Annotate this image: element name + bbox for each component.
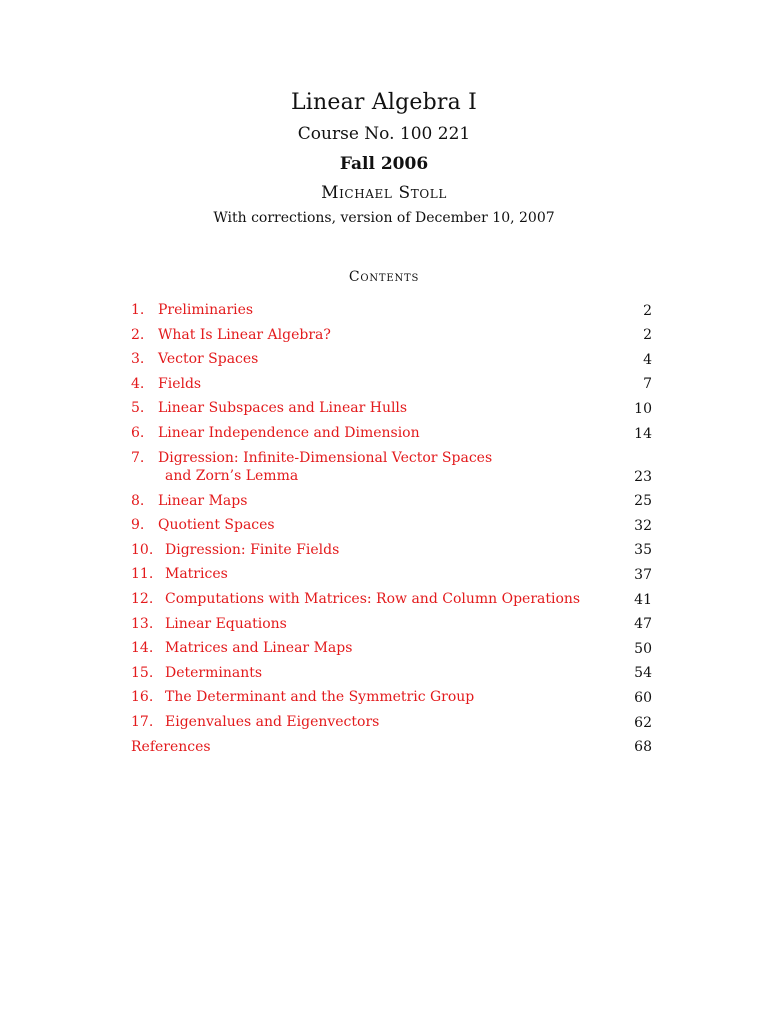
toc-entry-title: What Is Linear Algebra? xyxy=(158,326,331,343)
toc-entry-number: 13. xyxy=(131,615,154,632)
toc-entry xyxy=(131,397,652,422)
toc-entry xyxy=(131,299,652,324)
toc-entry xyxy=(131,563,652,588)
course-number: Course No. 100 221 xyxy=(297,124,471,144)
contents-heading: Contents xyxy=(348,269,420,285)
toc-entry-number: 5. xyxy=(131,400,145,417)
toc-entry xyxy=(131,373,652,398)
toc-entry-number: 7. xyxy=(131,449,145,466)
toc-entry-number: 3. xyxy=(131,351,145,368)
toc-entry-title: Linear Independence and Dimension xyxy=(158,424,420,441)
toc-entry-link[interactable] xyxy=(131,565,228,583)
toc-entry-number: 17. xyxy=(131,713,154,730)
toc-entry-page: 50 xyxy=(634,640,652,657)
toc-entry-page: 32 xyxy=(634,517,652,534)
toc-entry-link[interactable] xyxy=(131,615,287,633)
toc-entry-number: 4. xyxy=(131,375,145,392)
toc-entry-title: Quotient Spaces xyxy=(158,517,275,534)
toc-entry-number: 14. xyxy=(131,640,154,657)
toc-entry-title: Computations with Matrices: Row and Column Operations xyxy=(165,590,581,607)
toc-entry-title: Digression: Infinite-Dimensional Vector Spaces xyxy=(158,449,493,466)
toc-entry xyxy=(131,637,652,662)
toc-entry-title: Eigenvalues and Eigenvectors xyxy=(165,713,380,730)
toc-entry-page: 7 xyxy=(643,376,652,393)
toc-entry-page: 14 xyxy=(634,425,652,442)
toc-entry-page: 68 xyxy=(634,739,652,756)
toc-entry-number: 8. xyxy=(131,492,145,509)
toc-entry-title-continuation: and Zorn’s Lemma xyxy=(165,467,299,484)
course-term: Fall 2006 xyxy=(339,154,429,174)
toc-entry xyxy=(131,447,652,490)
toc-entry-link[interactable] xyxy=(131,713,379,731)
toc-entry-page: 10 xyxy=(634,400,652,417)
toc-entry-page: 4 xyxy=(643,351,652,368)
toc-entry-link[interactable] xyxy=(131,516,275,534)
toc-entry-title: Preliminaries xyxy=(158,302,254,318)
toc-entry-link[interactable] xyxy=(131,688,474,706)
toc-entry-number: 6. xyxy=(131,424,145,441)
toc-entry-page: 60 xyxy=(634,689,652,706)
toc-entry xyxy=(131,514,652,539)
toc-entry-number: 10. xyxy=(131,541,154,558)
toc-entry xyxy=(131,539,652,564)
toc-entry-link[interactable] xyxy=(131,326,331,344)
toc-entry-number: 2. xyxy=(131,326,145,343)
toc-entry-page: 47 xyxy=(634,616,652,633)
toc-entry-number: 11. xyxy=(131,566,154,583)
toc-entry-page: 23 xyxy=(634,468,652,485)
toc-entry-page: 2 xyxy=(643,302,652,319)
toc-entry xyxy=(131,711,652,736)
toc-entry-title: Determinants xyxy=(165,664,263,681)
toc-entry-page: 54 xyxy=(634,665,652,682)
toc-entry-link[interactable] xyxy=(131,375,201,393)
toc-entry-title: Digression: Finite Fields xyxy=(165,541,340,558)
toc-entry-number: 9. xyxy=(131,517,145,534)
toc-entry-page: 37 xyxy=(634,566,652,583)
version-note: With corrections, version of December 10, 2007 xyxy=(213,210,555,226)
toc-entry-page: 41 xyxy=(634,591,652,608)
toc-entry-title: Linear Equations xyxy=(165,615,287,632)
toc-entry-link[interactable] xyxy=(131,590,580,608)
table-of-contents xyxy=(131,299,652,760)
toc-entry-page: 62 xyxy=(634,714,652,731)
toc-entry-title: Fields xyxy=(158,375,202,392)
toc-entry-title: Vector Spaces xyxy=(158,351,259,368)
toc-entry-number: 15. xyxy=(131,664,154,681)
toc-entry-page: 35 xyxy=(634,542,652,559)
toc-entry-title: Linear Maps xyxy=(158,492,248,509)
toc-references-link[interactable]: References xyxy=(131,738,211,755)
toc-entry xyxy=(131,490,652,515)
toc-entry-references xyxy=(131,736,652,761)
toc-entry xyxy=(131,588,652,613)
toc-entry-page: 2 xyxy=(643,327,652,344)
toc-entry xyxy=(131,613,652,638)
toc-entry-title: Linear Subspaces and Linear Hulls xyxy=(158,400,408,417)
toc-entry xyxy=(131,686,652,711)
toc-entry-link[interactable] xyxy=(131,664,262,682)
toc-entry-page: 25 xyxy=(634,493,652,510)
toc-entry-link[interactable] xyxy=(131,492,247,510)
toc-entry-title: Matrices and Linear Maps xyxy=(165,640,353,657)
toc-entry xyxy=(131,324,652,349)
document-title: Linear Algebra I xyxy=(290,90,478,115)
toc-entry-link[interactable] xyxy=(131,541,339,559)
toc-entry-number: 1. xyxy=(131,302,145,318)
toc-entry-link[interactable] xyxy=(131,639,352,657)
toc-entry-link[interactable] xyxy=(131,449,492,485)
toc-entry-number: 12. xyxy=(131,590,154,607)
toc-entry-link[interactable] xyxy=(131,399,407,417)
toc-entry xyxy=(131,662,652,687)
author-name: Michael Stoll xyxy=(321,183,447,203)
toc-entry-number: 16. xyxy=(131,689,154,706)
toc-entry xyxy=(131,422,652,447)
toc-entry-link[interactable] xyxy=(131,301,253,319)
toc-entry xyxy=(131,348,652,373)
toc-entry-title: The Determinant and the Symmetric Group xyxy=(165,689,475,706)
toc-entry-title: Matrices xyxy=(165,566,228,583)
toc-entry-link[interactable] xyxy=(131,350,258,368)
toc-entry-link[interactable] xyxy=(131,424,420,442)
